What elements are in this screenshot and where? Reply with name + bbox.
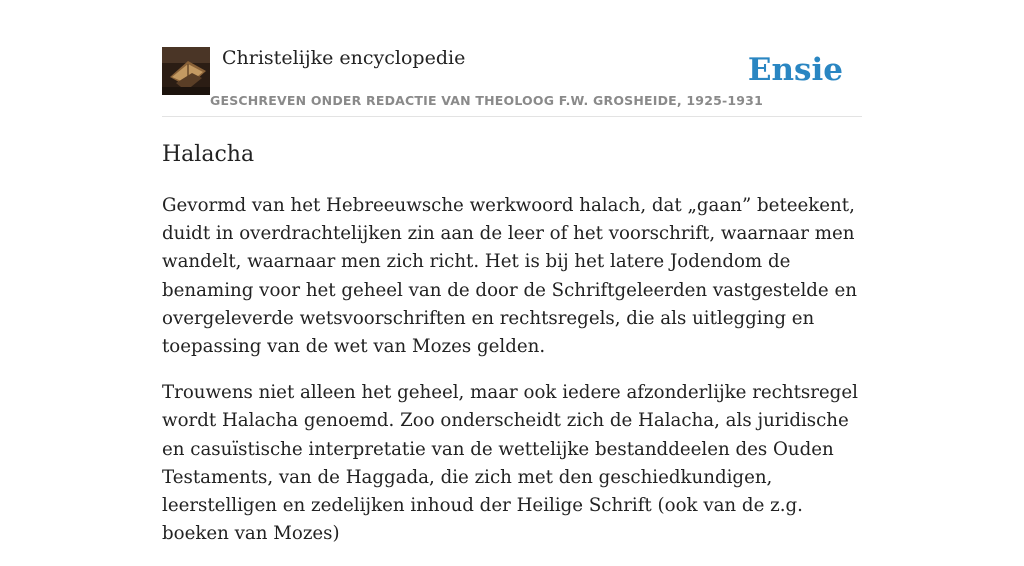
site-name[interactable]: Christelijke encyclopedie xyxy=(222,47,466,69)
site-subtitle: GESCHREVEN ONDER REDACTIE VAN THEOLOOG F.W. GROSHEIDE, 1925-1931 xyxy=(210,93,763,108)
book-image-icon xyxy=(162,47,210,95)
article-paragraph: Trouwens niet alleen het geheel, maar ook iedere afzonderlijke rechtsregel wordt Halacha genoemd. Zoo onderscheidt zich de Halacha, als juridische en casuïstische interpretatie van de wettelijke bestanddeelen des Ouden Testaments, van de Haggada, die zich met den geschiedkundigen, leerstelligen en zedelijken inhoud der Heilige Schrift (ook van de z.g. boeken van Mozes) xyxy=(162,382,858,545)
article-title: Halacha xyxy=(162,142,255,167)
encyclopedia-avatar[interactable] xyxy=(162,47,210,95)
ensie-logo-link[interactable]: Ensie xyxy=(747,52,843,88)
site-header xyxy=(162,46,862,117)
article-paragraph: Gevormd van het Hebreeuwsche werkwoord halach, dat „gaan” beteekent, duidt in overdrachtelijken zin aan de leer of het voorschrift, waarnaar men wandelt, waarnaar men zich richt. Het is bij het latere Jodendom de benaming voor het geheel van de door de Schriftgeleerden vastgestelde en overgeleverde wetsvoorschriften en rechtsregels, die als uitlegging en toepassing van de wet van Mozes gelden. xyxy=(162,195,857,358)
article-body xyxy=(162,192,870,566)
